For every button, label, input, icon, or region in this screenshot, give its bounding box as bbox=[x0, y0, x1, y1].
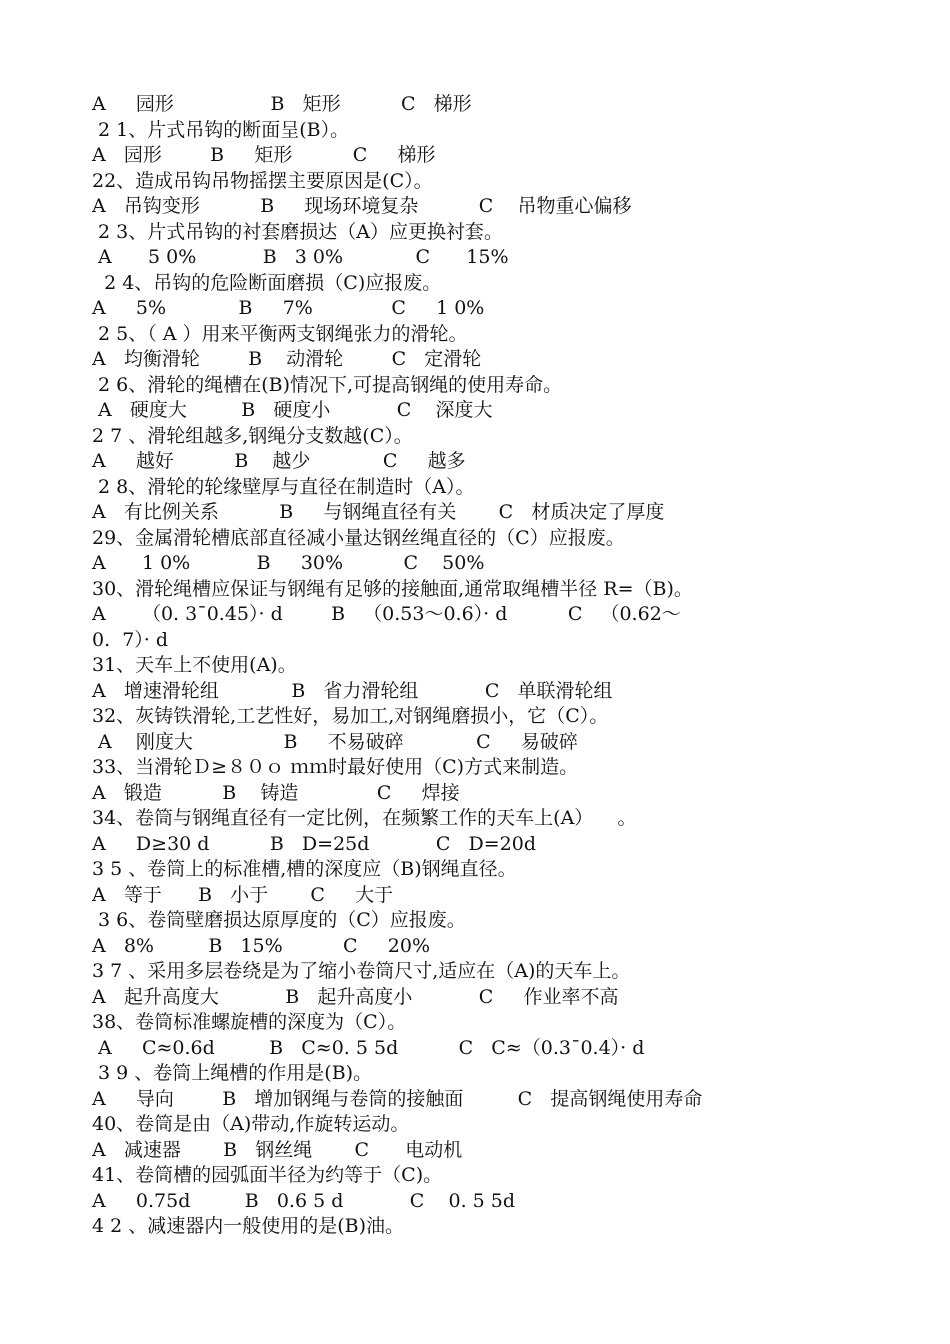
text-line: A 0.75d B 0.6 5 d C 0. 5 5d bbox=[92, 1190, 516, 1212]
text-line: A 硬度大 B 硬度小 C 深度大 bbox=[92, 399, 493, 421]
text-line: 29、金属滑轮槽底部直径减小量达钢丝绳直径的（C）应报废。 bbox=[92, 527, 625, 549]
text-line: 2 5、（ A ）用来平衡两支钢绳张力的滑轮。 bbox=[92, 323, 468, 345]
text-line: 32、灰铸铁滑轮,工艺性好，易加工,对钢绳磨损小，它（C）。 bbox=[92, 705, 609, 727]
text-line: 2 8、滑轮的轮缘壁厚与直径在制造时（A）。 bbox=[92, 476, 475, 498]
text-line: A 导向 B 增加钢绳与卷筒的接触面 C 提高钢绳使用寿命 bbox=[92, 1088, 703, 1110]
text-line: A （0. 3¯0.45）· d B （0.53～0.6）· d C （0.62～ bbox=[92, 603, 681, 625]
text-line: 3 7 、采用多层卷绕是为了缩小卷筒尺寸,适应在（A)的天车上。 bbox=[92, 960, 631, 982]
text-line: 2 3、片式吊钩的衬套磨损达（A）应更换衬套。 bbox=[92, 221, 503, 243]
text-line: A 有比例关系 B 与钢绳直径有关 C 材质决定了厚度 bbox=[92, 501, 665, 523]
text-line: 40、卷筒是由（A)带动,作旋转运动。 bbox=[92, 1113, 410, 1135]
text-line: 33、当滑轮Ｄ≥８０ｏ ｍｍ时最好使用（C)方式来制造。 bbox=[92, 756, 579, 778]
text-line: A 减速器 B 钢丝绳 C 电动机 bbox=[92, 1139, 463, 1161]
text-line: A 园形 B 矩形 C 梯形 bbox=[92, 93, 472, 115]
text-line: 22、造成吊钩吊物摇摆主要原因是(C）。 bbox=[92, 170, 433, 192]
text-line: 41、卷筒槽的园弧面半径为约等于（C)。 bbox=[92, 1164, 443, 1186]
text-line: A 起升高度大 B 起升高度小 C 作业率不高 bbox=[92, 986, 619, 1008]
text-line: 2 7 、滑轮组越多,钢绳分支数越(C）。 bbox=[92, 425, 413, 447]
text-line: 2 4、吊钩的危险断面磨损（C)应报废。 bbox=[92, 272, 442, 294]
text-line: 3 6、卷筒壁磨损达原厚度的（C）应报废。 bbox=[92, 909, 466, 931]
text-line: A 等于 B 小于 C 大于 bbox=[92, 884, 394, 906]
text-line: A 5% B 7% C 1 0% bbox=[92, 297, 485, 319]
text-line: 0. 7）· d bbox=[92, 629, 169, 651]
text-line: A 刚度大 B 不易破碎 C 易破碎 bbox=[92, 731, 578, 753]
text-line: A D≥30 d B D=25d C D=20d bbox=[92, 833, 537, 855]
text-line: A 越好 B 越少 C 越多 bbox=[92, 450, 466, 472]
text-line: A 园形 B 矩形 C 梯形 bbox=[92, 144, 436, 166]
text-line: 3 5 、卷筒上的标准槽,槽的深度应（B)钢绳直径。 bbox=[92, 858, 517, 880]
text-line: A C≈0.6d B C≈0. 5 5d C C≈（0.3¯0.4）· d bbox=[92, 1037, 645, 1059]
text-line: A 5 0% B 3 0% C 15% bbox=[92, 246, 509, 268]
text-line: A 增速滑轮组 B 省力滑轮组 C 单联滑轮组 bbox=[92, 680, 613, 702]
text-line: 30、滑轮绳槽应保证与钢绳有足够的接触面,通常取绳槽半径 R=（B)。 bbox=[92, 578, 693, 600]
text-line: A 均衡滑轮 B 动滑轮 C 定滑轮 bbox=[92, 348, 482, 370]
text-line: A 1 0% B 30% C 50% bbox=[92, 552, 485, 574]
text-line: 34、卷筒与钢绳直径有一定比例，在频繁工作的天车上(A） 。 bbox=[92, 807, 637, 829]
text-line: A 8% B 15% C 20% bbox=[92, 935, 431, 957]
text-line: 3 9 、卷筒上绳槽的作用是(B)。 bbox=[92, 1062, 373, 1084]
text-line: 38、卷筒标准螺旋槽的深度为（C）。 bbox=[92, 1011, 407, 1033]
text-line: A 吊钩变形 B 现场环境复杂 C 吊物重心偏移 bbox=[92, 195, 632, 217]
text-line: 2 6、滑轮的绳槽在(B)情况下,可提高钢绳的使用寿命。 bbox=[92, 374, 563, 396]
text-line: 4 2 、减速器内一般使用的是(B)油。 bbox=[92, 1215, 405, 1237]
text-line: 2 1、片式吊钩的断面呈(B）。 bbox=[92, 119, 350, 141]
text-line: 31、天车上不使用(A)。 bbox=[92, 654, 297, 676]
text-line: A 锻造 B 铸造 C 焊接 bbox=[92, 782, 460, 804]
